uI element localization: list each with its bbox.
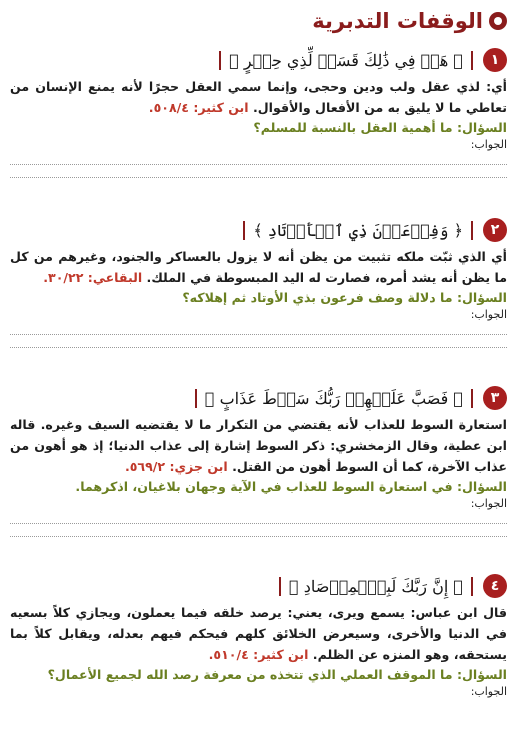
answer-line[interactable]: [10, 152, 507, 165]
answer-label: الجواب:: [470, 497, 507, 510]
item-number-badge: ٢: [483, 218, 507, 242]
ayah-row: [10, 384, 507, 412]
source-reference: ابن كثير: ٥١٠/٤.: [208, 647, 309, 662]
commentary: [10, 76, 507, 118]
ayah-row: [10, 216, 507, 244]
answer-label: الجواب:: [470, 308, 507, 321]
source-reference: ابن جزي: ٥٦٩/٢.: [124, 459, 228, 474]
commentary-text: أي: لذي عقل ولب ودين وحجى، وإنما سمي العقل حجرًا لأنه يمنع الإنسان من تعاطي ما لا يليق به من الأفعال والأقوال.: [10, 79, 507, 115]
commentary: [10, 414, 507, 477]
commentary-text: أي الذي ثبّت ملكه تثبيت من يظن أنه لا يزول بالعساكر والجنود، وغيرهم من كل ما يظن أنه يشد أمره، فصارت له اليد المبسوطة في الملك.: [10, 249, 507, 285]
question: السؤال: ما الموقف العملي الذي تتخذه من معرفة رصد الله لجميع الأعمال؟: [47, 667, 507, 682]
answer-line[interactable]: [10, 511, 507, 524]
commentary-text: قال ابن عباس: يسمع ويرى، يعني: يرصد خلقه فيما يعملون، ويجازي كلاً بسعيه في الدنيا والأخرى، وسيعرض الخلائق كلهم فيحكم فيهم بعدله، ويقابل كلاً بما يستحقه، وهو المنزه عن الظلم.: [10, 605, 507, 662]
ayah-text: ﴿ هَلۡ فِي ذَٰلِكَ قَسَمٞ لِّذِي حِجۡرٍ ﴾: [219, 51, 473, 70]
ayah-row: [10, 46, 507, 74]
ayah-text: ﴿ وَفِرۡعَوۡنَ ذِي ٱلۡأَوۡتَادِ ﴾: [243, 221, 473, 240]
question: السؤال: ما دلالة وصف فرعون بذي الأوتاد ثم إهلاكه؟: [182, 290, 507, 305]
answer-label: الجواب:: [470, 685, 507, 698]
item-number-badge: ٤: [483, 574, 507, 598]
source-reference: ابن كثير: ٥٠٨/٤.: [148, 100, 249, 115]
page-title: الوقفات التدبرية: [312, 9, 483, 33]
reflection-item-4: [10, 572, 507, 699]
commentary-text: استعارة السوط للعذاب لأنه يقتضي من التكرار ما لا يقتضيه السيف وغيره. قاله ابن عطية، وقال الزمخشري: ذكر السوط إشارة إلى عذاب الدنيا؛ إذ هو أهون من عذاب الآخرة، كما أن السوط أهون من القتل.: [10, 417, 507, 474]
item-number-badge: ٣: [483, 386, 507, 410]
question: السؤال: ما أهمية العقل بالنسبة للمسلم؟: [253, 120, 507, 135]
item-number-badge: ١: [483, 48, 507, 72]
answer-line[interactable]: [10, 165, 507, 178]
header: [312, 6, 507, 36]
commentary: [10, 246, 507, 288]
ayah-row: [10, 572, 507, 600]
answer-line[interactable]: [10, 524, 507, 537]
ayah-text: ﴿ إِنَّ رَبَّكَ لَبِٱلۡمِرۡصَادِ ﴾: [279, 577, 473, 596]
answer-line[interactable]: [10, 335, 507, 348]
question: السؤال: في استعارة السوط للعذاب في الآية وجهان بلاغيان، اذكرهما.: [75, 479, 507, 494]
flower-icon: [489, 12, 507, 30]
reflection-item-2: [10, 216, 507, 348]
reflection-item-1: [10, 46, 507, 178]
source-reference: البقاعي: ٣٠/٢٢.: [43, 270, 143, 285]
answer-label: الجواب:: [470, 138, 507, 151]
answer-line[interactable]: [10, 322, 507, 335]
commentary: [10, 602, 507, 665]
reflection-item-3: [10, 384, 507, 537]
ayah-text: ﴿ فَصَبَّ عَلَيۡهِمۡ رَبُّكَ سَوۡطَ عَذَابٍ ﴾: [195, 389, 473, 408]
